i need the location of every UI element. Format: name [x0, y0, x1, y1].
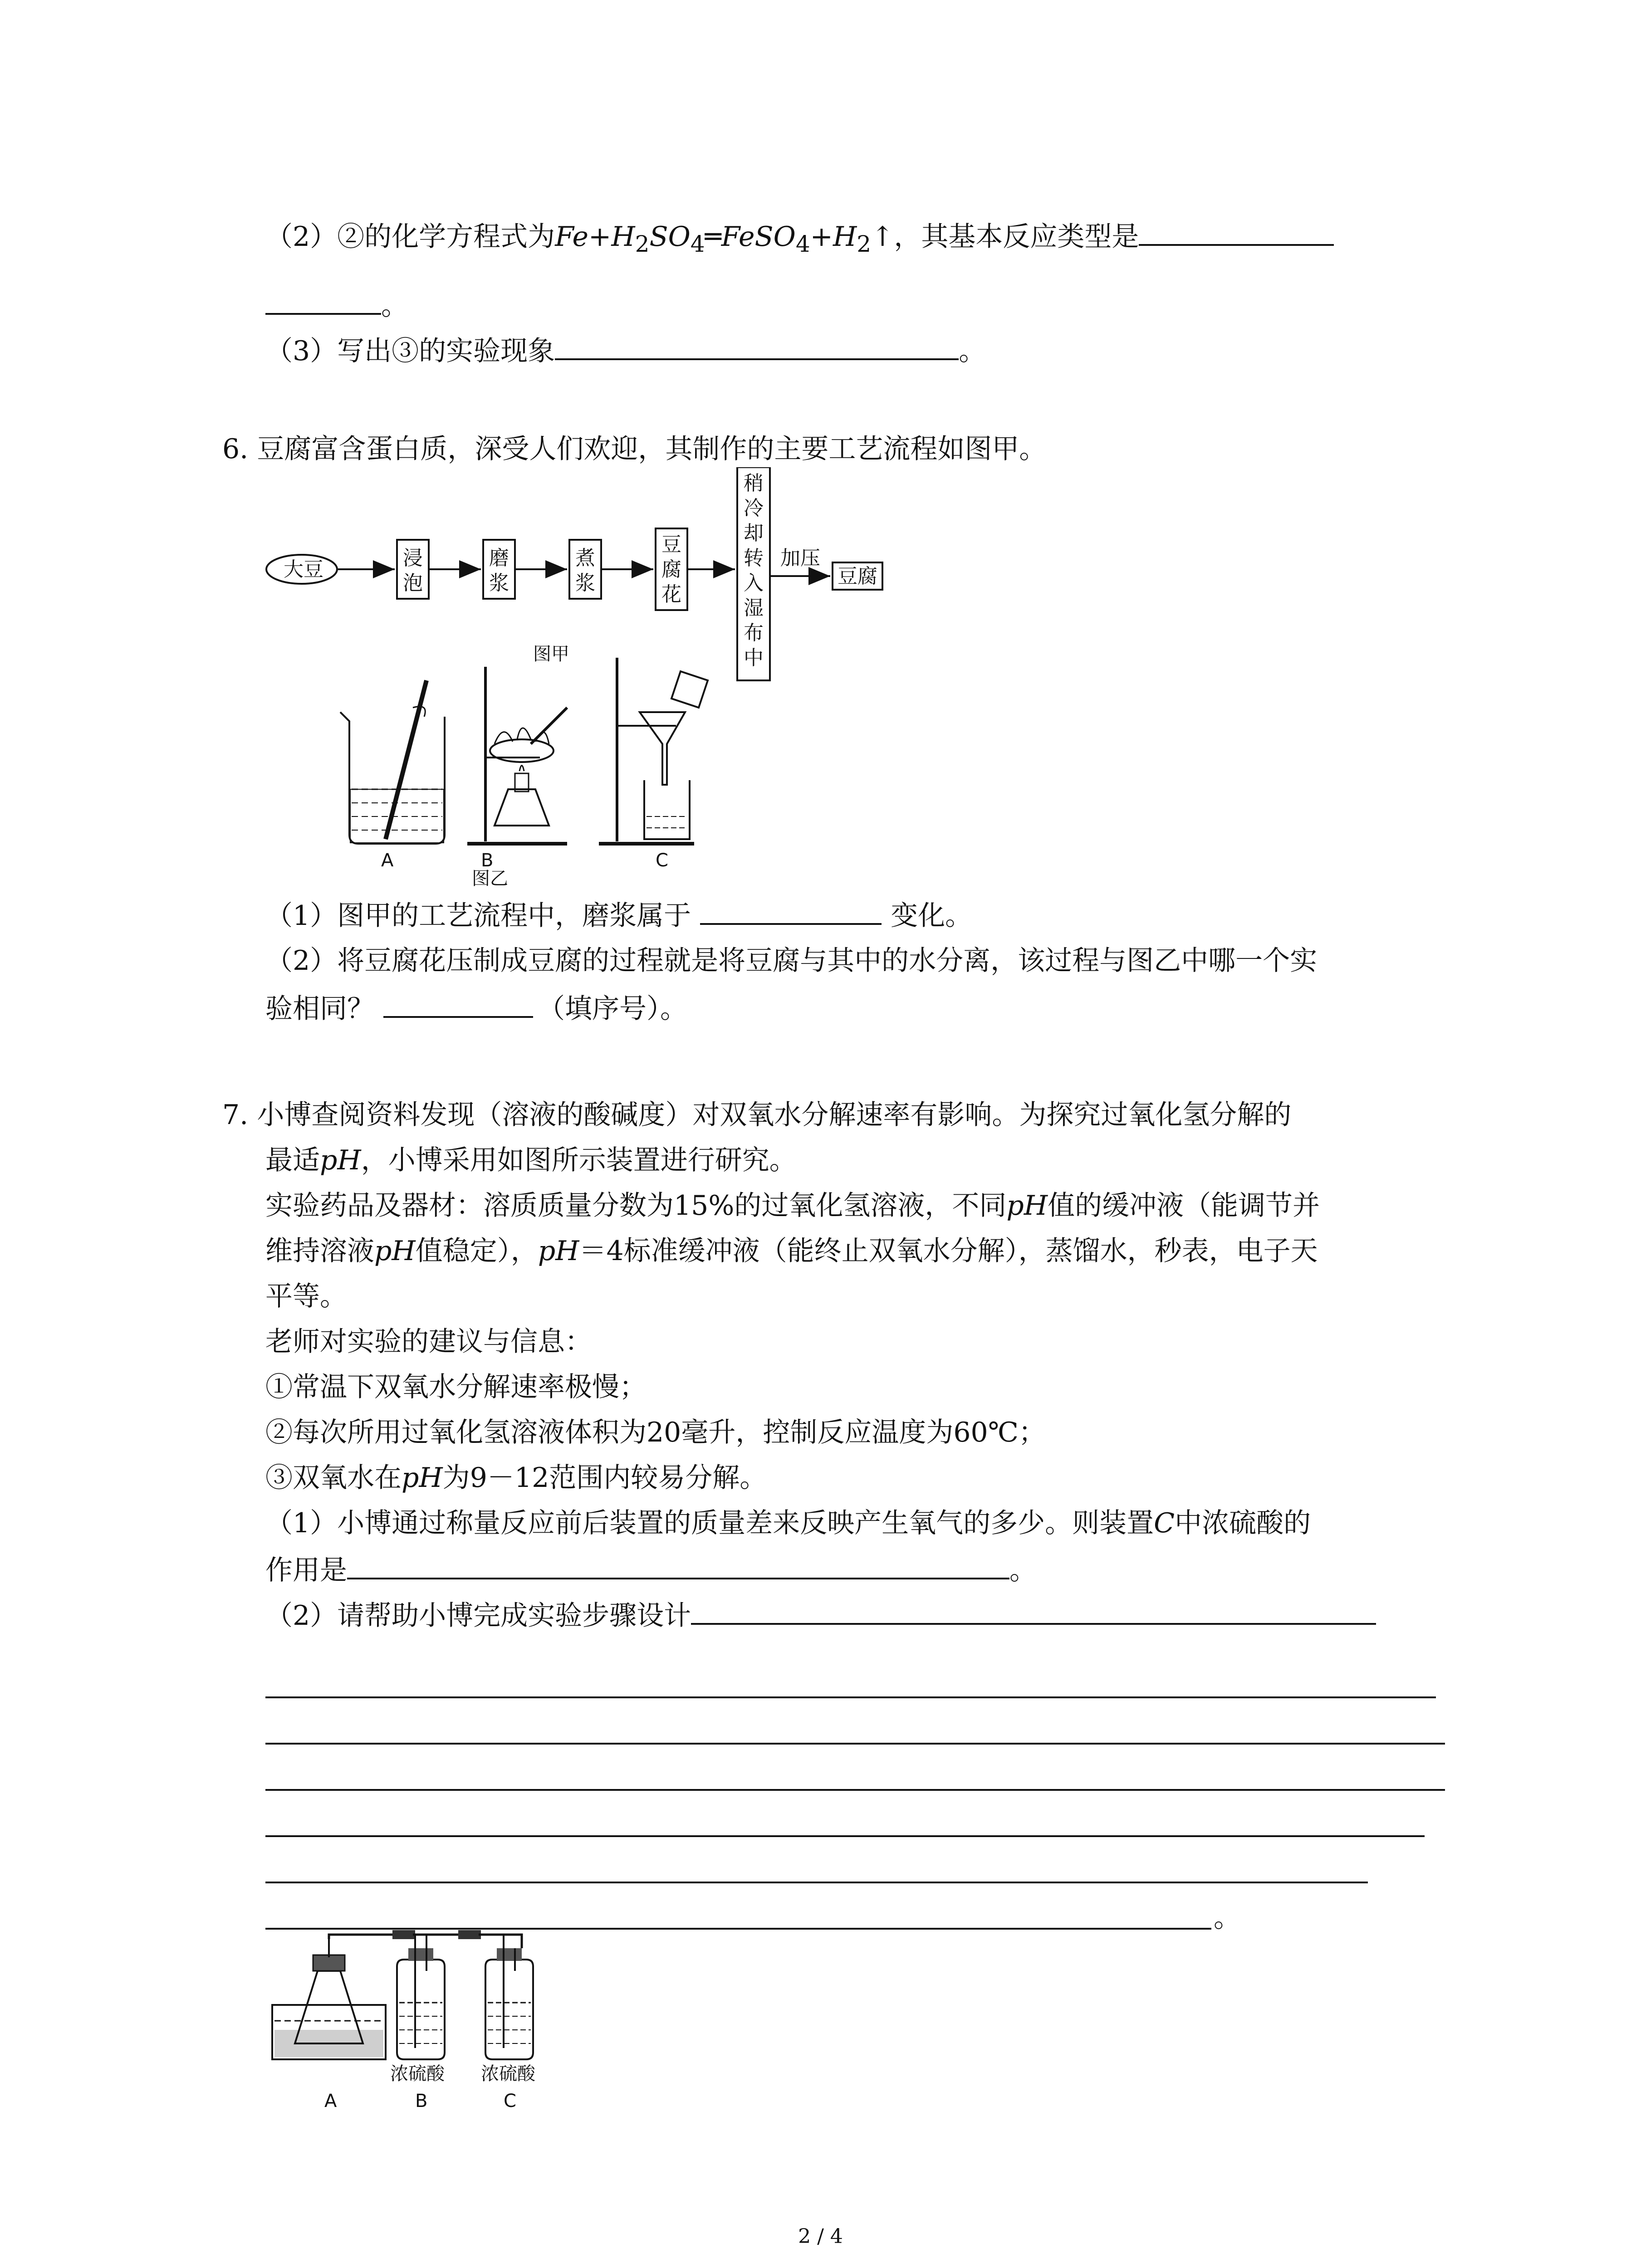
svg-text:入: 入	[744, 572, 764, 595]
answer-blank[interactable]	[347, 1550, 1009, 1579]
apparatus-a-beaker	[340, 680, 445, 844]
svg-text:却: 却	[744, 522, 764, 545]
apparatus-b-evaporation	[467, 667, 567, 844]
flow-end-label: 豆腐	[838, 565, 877, 588]
svg-text:腐: 腐	[661, 558, 681, 581]
q7-line3: 实验药品及器材：溶质质量分数为15%的过氧化氢溶液，不同pH值的缓冲液（能调节并	[265, 1190, 1320, 1222]
svg-text:冷: 冷	[744, 497, 764, 520]
svg-text:布: 布	[744, 621, 764, 645]
answer-blank[interactable]	[383, 989, 533, 1018]
apparatus-b-bottle	[392, 1930, 458, 2059]
label-acid-c: 浓硫酸	[481, 2063, 535, 2084]
q6-sub2-b: 验相同？ （填序号）。	[265, 989, 687, 1027]
label-c: C	[656, 850, 668, 871]
q7-end-mark: 。	[1214, 1902, 1241, 1934]
svg-text:稍: 稍	[744, 472, 764, 495]
flow-start-label: 大豆	[284, 558, 323, 581]
answer-line[interactable]	[265, 1882, 1368, 1883]
apparatus-figure-yi	[331, 653, 740, 889]
label-acid-b: 浓硫酸	[390, 2063, 445, 2084]
label-a: A	[381, 850, 394, 871]
q6-sub2-a: （2）将豆腐花压制成豆腐的过程就是将豆腐与其中的水分离，该过程与图乙中哪一个实	[265, 945, 1318, 977]
page-number: 2 / 4	[798, 2225, 843, 2248]
answer-line[interactable]	[265, 1696, 1436, 1698]
q7-sub2: （2）请帮助小博完成实验步骤设计	[265, 1596, 1376, 1634]
figure-caption-yi: 图乙	[472, 868, 508, 889]
svg-text:浆: 浆	[575, 572, 595, 595]
q6-stem: 6. 豆腐富含蛋白质，深受人们欢迎，其制作的主要工艺流程如图甲。	[222, 433, 1047, 465]
svg-text:浸: 浸	[403, 547, 423, 570]
q7-info2: ②每次所用过氧化氢溶液体积为20毫升，控制反应温度为60℃；	[265, 1417, 1046, 1448]
q7-apparatus-figure	[268, 1930, 594, 2121]
apparatus-a-water-bath	[272, 1935, 395, 2059]
answer-line[interactable]	[265, 1928, 1211, 1930]
label-c: C	[504, 2091, 516, 2112]
flow-press-label: 加压	[780, 547, 820, 570]
label-b: B	[481, 850, 494, 871]
label-a: A	[324, 2091, 337, 2112]
equation: Fe	[555, 221, 589, 253]
q6-sub1: （1）图甲的工艺流程中，磨浆属于 变化。	[265, 896, 972, 934]
svg-text:中: 中	[744, 646, 764, 670]
answer-line[interactable]	[265, 1835, 1425, 1837]
answer-blank[interactable]	[1139, 217, 1334, 246]
answer-blank[interactable]	[700, 896, 882, 925]
svg-text:豆: 豆	[661, 533, 681, 556]
q7-info1: ①常温下双氧水分解速率极慢；	[265, 1371, 647, 1403]
q7-line2: 最适pH，小博采用如图所示装置进行研究。	[265, 1144, 797, 1176]
q5-sub2-line: （2）②的化学方程式为$Fe+H_2SO_4═FeSO_4+H_2↑$，其基本反应类型是	[265, 217, 1334, 262]
svg-text:湿: 湿	[744, 596, 764, 620]
apparatus-c-filtration	[599, 658, 708, 844]
q5-sub2-cont: 。	[265, 286, 408, 324]
svg-text:煮: 煮	[575, 547, 595, 570]
svg-text:转: 转	[744, 547, 764, 570]
svg-text:花: 花	[661, 583, 681, 606]
svg-text:磨: 磨	[489, 547, 509, 570]
answer-blank[interactable]	[691, 1596, 1376, 1625]
q7-info3: ③双氧水在pH为9－12范围内较易分解。	[265, 1462, 767, 1494]
q7-line5: 平等。	[265, 1281, 347, 1312]
answer-line[interactable]	[265, 1789, 1445, 1791]
q7-sub1-a: （1）小博通过称量反应前后装置的质量差来反映产生氧气的多少。则装置C中浓硫酸的	[265, 1507, 1311, 1539]
answer-blank[interactable]	[265, 286, 381, 315]
answer-blank[interactable]	[555, 331, 959, 360]
q5-sub3-line: （3）写出③的实验现象 。	[265, 331, 986, 369]
q7-line6: 老师对实验的建议与信息：	[265, 1326, 592, 1358]
svg-text:泡: 泡	[403, 572, 423, 595]
q7-line4: 维持溶液pH值稳定），pH＝4标准缓冲液（能终止双氧水分解），蒸馏水，秒表，电子天	[265, 1235, 1318, 1267]
q7-line1: 7. 小博查阅资料发现（溶液的酸碱度）对双氧水分解速率有影响。为探究过氧化氢分解的	[222, 1099, 1292, 1131]
apparatus-c-bottle	[458, 1930, 533, 2059]
figure-caption-jia: 图甲	[533, 644, 569, 665]
answer-line[interactable]	[265, 1743, 1445, 1745]
q7-sub1-b: 作用是 。	[265, 1550, 1037, 1589]
svg-text:浆: 浆	[489, 572, 509, 595]
label-b: B	[415, 2091, 428, 2112]
